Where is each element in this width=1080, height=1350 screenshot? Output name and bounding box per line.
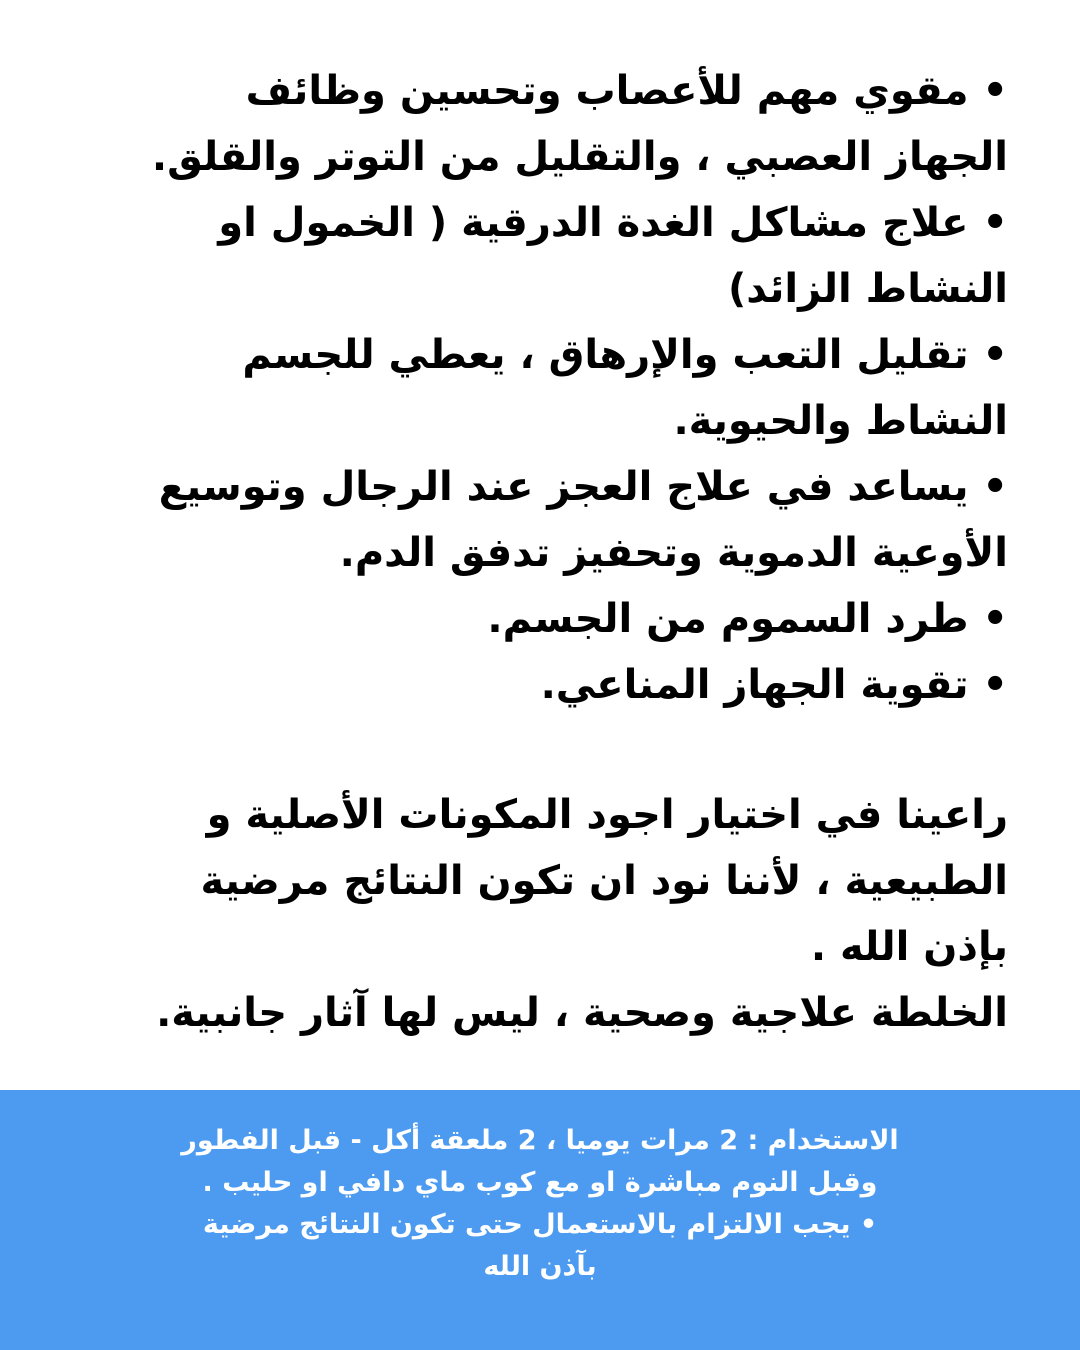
- benefit-line: • مقوي مهم للأعصاب وتحسين وظائف: [245, 68, 1008, 114]
- benefit-line: الأوعية الدموية وتحفيز تدفق الدم.: [339, 530, 1008, 576]
- usage-line: بآذن الله: [483, 1251, 597, 1282]
- note-line: الطبيعية ، لأننا نود ان تكون النتائج مرضية: [200, 858, 1008, 904]
- note-line: الخلطة علاجية وصحية ، ليس لها آثار جانبية.: [156, 990, 1008, 1036]
- benefit-line: • تقوية الجهاز المناعي.: [540, 662, 1008, 708]
- note-line: بإذن الله .: [810, 924, 1008, 970]
- section-spacer: [58, 718, 1008, 782]
- benefit-line: • علاج مشاكل الغدة الدرقية ( الخمول او: [218, 200, 1008, 246]
- main-content: [58, 58, 1008, 1046]
- benefit-line: • يساعد في علاج العجز عند الرجال وتوسيع: [158, 464, 1008, 510]
- benefit-line: الجهاز العصبي ، والتقليل من التوتر والقلق.: [151, 134, 1008, 180]
- benefit-line: • تقليل التعب والإرهاق ، يعطي للجسم: [242, 332, 1008, 378]
- usage-line: وقبل النوم مباشرة او مع كوب ماي دافي او حليب .: [202, 1167, 878, 1198]
- benefit-line: النشاط الزائد): [728, 266, 1008, 312]
- usage-banner: [0, 1090, 1080, 1350]
- benefit-line: النشاط والحيوية.: [673, 398, 1008, 444]
- usage-line: • يجب الالتزام بالاستعمال حتى تكون النتائج مرضية: [202, 1209, 878, 1240]
- note-line: راعينا في اختيار اجود المكونات الأصلية و: [206, 792, 1008, 838]
- benefit-line: • طرد السموم من الجسم.: [487, 596, 1008, 642]
- usage-line: الاستخدام : 2 مرات يوميا ، 2 ملعقة أكل - قبل الفطور: [181, 1125, 899, 1156]
